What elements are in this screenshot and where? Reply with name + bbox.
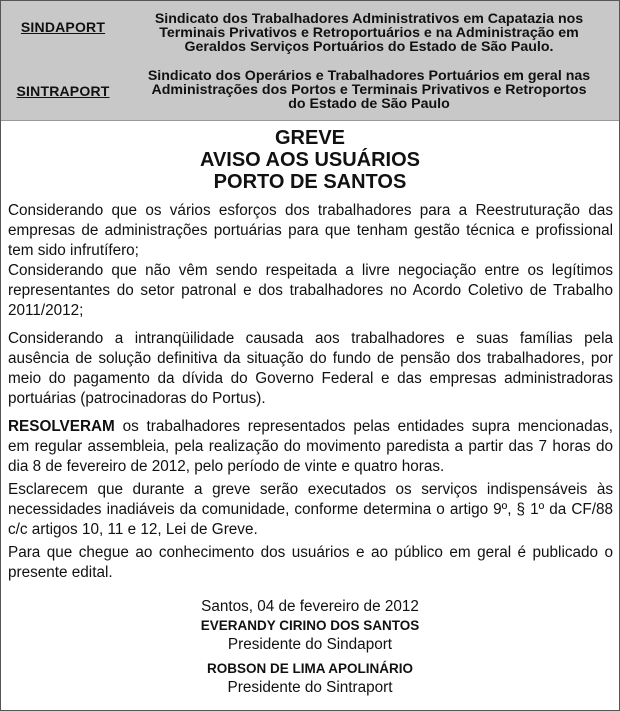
union-name-line: Administrações dos Portos e Terminais Privativos e Retroportos bbox=[151, 82, 587, 98]
paragraph-restructuring: Considerando que os vários esforços dos trabalhadores para a Reestruturação das empresas de administrações portuárias para que tenham gestão técnica e profissional tem sido infrutífero; bbox=[8, 202, 613, 259]
signature-block bbox=[1, 597, 619, 698]
paragraph-resolution bbox=[8, 417, 613, 477]
signer-name-sintraport: ROBSON DE LIMA APOLINÁRIO bbox=[206, 661, 413, 676]
signer-role-sintraport: Presidente do Sintraport bbox=[227, 679, 393, 696]
union-name-line: Sindicato dos Operários e Trabalhadores Portuários em geral nas bbox=[147, 68, 591, 84]
paragraph-publication: Para que chegue ao conhecimento dos usuários e ao público em geral é publicado o presente edital. bbox=[8, 544, 613, 581]
title-port: PORTO DE SANTOS bbox=[213, 171, 407, 193]
union-acronym-sindaport: SINDAPORT bbox=[20, 19, 106, 35]
notice-body bbox=[1, 193, 619, 583]
union-name-line: Sindicato dos Trabalhadores Administrativos em Capatazia nos bbox=[154, 11, 584, 27]
title-notice: AVISO AOS USUÁRIOS bbox=[199, 149, 421, 171]
paragraph-pension-fund: Considerando a intranqüilidade causada aos trabalhadores e suas famílias pela ausência de solução definitiva da situação do fundo de pensão dos trabalhadores, por meio do pagamento da dívida do Governo Federal e das empresas administradoras portuárias (patrocinadoras do Portus). bbox=[8, 330, 613, 407]
title-strike: GREVE bbox=[274, 127, 346, 149]
resolution-keyword: RESOLVERAM bbox=[8, 418, 115, 435]
signer-name-sindaport: EVERANDY CIRINO DOS SANTOS bbox=[200, 618, 420, 633]
union-name-line: do Estado de São Paulo bbox=[288, 96, 450, 112]
union-header bbox=[1, 1, 619, 121]
union-name-line: Geraldos Serviços Portuários do Estado de São Paulo. bbox=[184, 39, 554, 55]
union-acronym-sintraport: SINTRAPORT bbox=[16, 83, 110, 99]
signer-role-sindaport: Presidente do Sindaport bbox=[227, 636, 393, 653]
place-date: Santos, 04 de fevereiro de 2012 bbox=[201, 598, 419, 615]
union-name-line: Terminais Privativos e Retroportuários e na Administração em bbox=[159, 25, 579, 41]
resolution-text: os trabalhadores representados pelas entidades supra mencionadas, em regular assembleia, pela realização do movimento paredista a partir das 7 horas do dia 8 de fevereiro de 2012, pelo período de vinte e quatro horas. bbox=[8, 418, 613, 475]
union-row-sintraport bbox=[1, 66, 619, 111]
union-name-sintraport bbox=[125, 69, 619, 111]
union-row-sindaport bbox=[1, 1, 619, 66]
paragraph-negotiation: Considerando que não vêm sendo respeitada a livre negociação entre os legítimos representantes do setor patronal e dos trabalhadores no Acordo Coletivo de Trabalho 2011/2012; bbox=[8, 262, 613, 319]
notice-titles bbox=[1, 127, 619, 193]
paragraph-essential-services: Esclarecem que durante a greve serão executados os serviços indispensáveis às necessidades inadiáveis da comunidade, conforme determina o artigo 9º, § 1º da CF/88 c/c artigos 10, 11 e 12, Lei de Greve. bbox=[8, 481, 613, 538]
union-name-sindaport bbox=[125, 12, 619, 54]
